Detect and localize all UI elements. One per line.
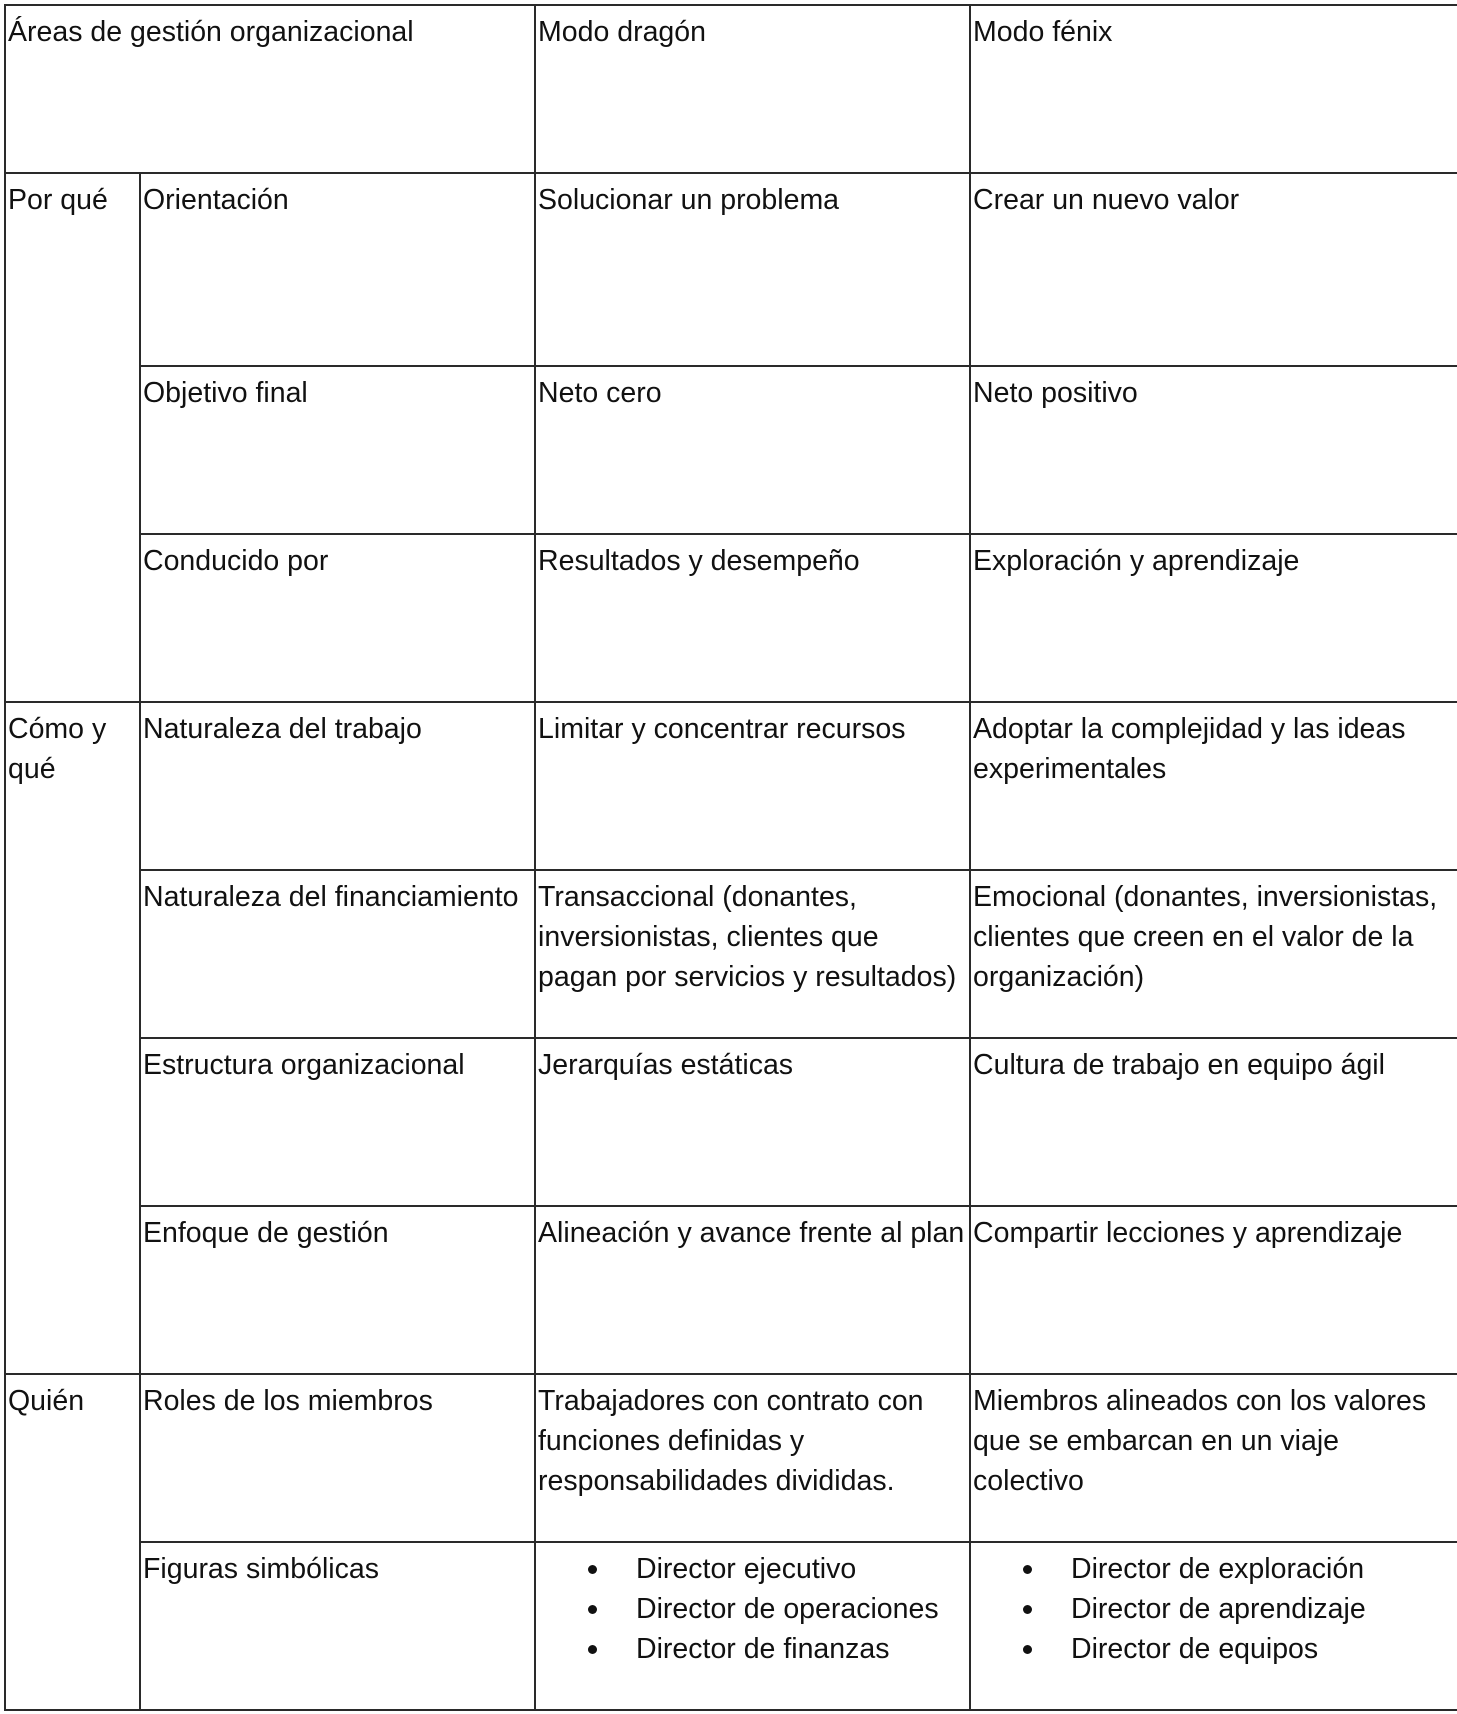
aspect-cell: Estructura organizacional [140, 1038, 535, 1206]
aspect-cell: Conducido por [140, 534, 535, 702]
bullet-icon [588, 1565, 597, 1574]
aspect-cell: Enfoque de gestión [140, 1206, 535, 1374]
fenix-cell: Adoptar la complejidad y las ideas experimentales [970, 702, 1457, 870]
group-quien: Quién [5, 1374, 140, 1710]
list-item [1071, 1589, 1454, 1629]
list-item [636, 1589, 965, 1629]
dragon-cell [535, 1542, 970, 1710]
group-por-que: Por qué [5, 173, 140, 702]
table-row [5, 534, 1457, 702]
table-row [5, 1374, 1457, 1542]
group-como-y-que: Cómo y qué [5, 702, 140, 1374]
dragon-cell: Resultados y desempeño [535, 534, 970, 702]
header-areas: Áreas de gestión organizacional [5, 5, 535, 173]
table-row [5, 702, 1457, 870]
aspect-cell: Naturaleza del financiamiento [140, 870, 535, 1038]
dragon-cell: Jerarquías estáticas [535, 1038, 970, 1206]
fenix-cell: Emocional (donantes, inversionistas, clientes que creen en el valor de la organización) [970, 870, 1457, 1038]
aspect-cell: Figuras simbólicas [140, 1542, 535, 1710]
header-modo-fenix: Modo fénix [970, 5, 1457, 173]
table-row [5, 366, 1457, 534]
fenix-cell: Miembros alineados con los valores que se embarcan en un viaje colectivo [970, 1374, 1457, 1542]
aspect-cell: Naturaleza del trabajo [140, 702, 535, 870]
list-item [636, 1549, 965, 1589]
table-row [5, 1542, 1457, 1710]
table-row [5, 870, 1457, 1038]
bullet-icon [1023, 1565, 1032, 1574]
list-item-label: Director ejecutivo [636, 1553, 857, 1585]
list-item-label: Director de exploración [1071, 1553, 1365, 1585]
dragon-cell: Solucionar un problema [535, 173, 970, 366]
table-row [5, 1038, 1457, 1206]
dragon-figures-list [538, 1549, 965, 1669]
fenix-cell: Crear un nuevo valor [970, 173, 1457, 366]
dragon-cell: Limitar y concentrar recursos [535, 702, 970, 870]
list-item-label: Director de operaciones [636, 1593, 939, 1625]
fenix-cell: Compartir lecciones y aprendizaje [970, 1206, 1457, 1374]
list-item-label: Director de aprendizaje [1071, 1593, 1366, 1625]
fenix-figures-list [973, 1549, 1454, 1669]
fenix-cell: Neto positivo [970, 366, 1457, 534]
list-item [636, 1629, 965, 1669]
bullet-icon [1023, 1645, 1032, 1654]
comparison-table [4, 4, 1457, 1711]
aspect-cell: Orientación [140, 173, 535, 366]
list-item-label: Director de equipos [1071, 1633, 1319, 1665]
fenix-cell: Exploración y aprendizaje [970, 534, 1457, 702]
dragon-cell: Neto cero [535, 366, 970, 534]
dragon-cell: Trabajadores con contrato con funciones definidas y responsabilidades divididas. [535, 1374, 970, 1542]
bullet-icon [588, 1605, 597, 1614]
table-row [5, 1206, 1457, 1374]
bullet-icon [588, 1645, 597, 1654]
list-item [1071, 1549, 1454, 1589]
aspect-cell: Roles de los miembros [140, 1374, 535, 1542]
aspect-cell: Objetivo final [140, 366, 535, 534]
bullet-icon [1023, 1605, 1032, 1614]
fenix-cell: Cultura de trabajo en equipo ágil [970, 1038, 1457, 1206]
list-item-label: Director de finanzas [636, 1633, 890, 1665]
dragon-cell: Transaccional (donantes, inversionistas, clientes que pagan por servicios y resultados) [535, 870, 970, 1038]
dragon-cell: Alineación y avance frente al plan [535, 1206, 970, 1374]
fenix-cell [970, 1542, 1457, 1710]
list-item [1071, 1629, 1454, 1669]
header-row [5, 5, 1457, 173]
table-row [5, 173, 1457, 366]
header-modo-dragon: Modo dragón [535, 5, 970, 173]
